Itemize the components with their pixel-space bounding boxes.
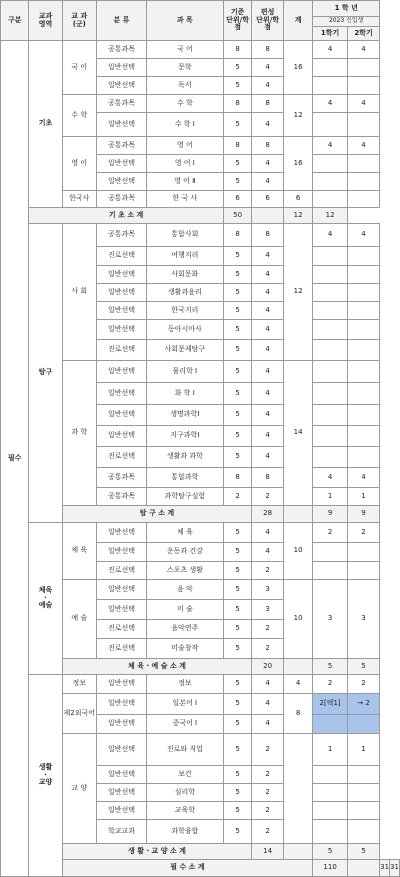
group-total-social: 12 (283, 224, 313, 361)
row-base-units: 5 (223, 562, 252, 580)
row-classification: 공통과목 (97, 95, 147, 113)
row-org-units: 8 (252, 95, 283, 113)
row-classification: 일반선택 (97, 766, 147, 784)
row-sem2: 3 (347, 580, 379, 659)
row-subject: 사회문화 (146, 266, 223, 284)
row-org-units: 4 (252, 523, 283, 543)
row-base-units: 5 (223, 247, 252, 266)
row-classification: 일반선택 (97, 77, 147, 95)
row-sem1 (313, 320, 348, 340)
row-sem1: 4 (313, 224, 348, 247)
row-classification: 일반선택 (97, 600, 147, 620)
subtotal-life-org: 14 (252, 844, 283, 860)
row-subject: 과학탐구실험 (146, 488, 223, 506)
row-org-units: 4 (252, 59, 283, 77)
row-base-units: 5 (223, 173, 252, 191)
subtotal-pe-arts-label: 체 육 · 예 술 소 계 (62, 659, 252, 675)
row-sem2 (347, 284, 379, 302)
row-sem1 (313, 766, 348, 784)
row-subject: 사회문제탐구 (146, 340, 223, 361)
row-sem2 (347, 302, 379, 320)
row-classification: 일반선택 (97, 543, 147, 562)
row-subject: 교육학 (146, 802, 223, 820)
subtotal-pe-arts-org: 20 (252, 659, 283, 675)
row-subject: 통합과학 (146, 468, 223, 488)
row-sem2: 2 (347, 675, 379, 694)
row-subject: 미술창작 (146, 639, 223, 659)
row-subject: 화 학 Ⅰ (146, 383, 223, 405)
row-subject: 한국지리 (146, 302, 223, 320)
row-classification: 공통과목 (97, 468, 147, 488)
group-pe: 체 육 (62, 523, 96, 580)
row-base-units: 5 (223, 405, 252, 426)
row-classification: 일반선택 (97, 302, 147, 320)
group-social: 사 회 (62, 224, 96, 361)
row-base-units: 6 (223, 191, 252, 208)
subtotal-pe-arts-sem2: 5 (347, 659, 379, 675)
group-korean: 국 어 (62, 41, 96, 95)
row-sem2 (347, 247, 379, 266)
row-sem1: 1 (313, 734, 348, 766)
row-sem1 (313, 191, 348, 208)
area-life: 생활 · 교양 (29, 675, 62, 877)
row-org-units: 6 (252, 191, 283, 208)
row-base-units: 5 (223, 694, 252, 715)
group-science: 과 학 (62, 361, 96, 506)
row-sem2 (347, 59, 379, 77)
row-base-units: 5 (223, 766, 252, 784)
row-classification: 진로선택 (97, 340, 147, 361)
row-sem1 (313, 155, 348, 173)
subtotal-basic-total (252, 208, 283, 224)
row-sem2 (347, 266, 379, 284)
row-sem1 (313, 266, 348, 284)
subtotal-inquiry-sem1: 9 (313, 506, 348, 523)
row-classification: 일반선택 (97, 405, 147, 426)
row-subject: 체 육 (146, 523, 223, 543)
row-subject: 생활과 과학 (146, 447, 223, 468)
row-org-units: 2 (252, 562, 283, 580)
header-area: 교과 영역 (29, 1, 62, 41)
row-subject: 진로와 직업 (146, 734, 223, 766)
row-sem2: 2 (347, 523, 379, 543)
row-subject: 여행지리 (146, 247, 223, 266)
row-org-units: 4 (252, 266, 283, 284)
row-sem2 (347, 715, 379, 734)
row-classification: 일반선택 (97, 784, 147, 802)
row-sem1 (313, 784, 348, 802)
row-subject: 운동과 건강 (146, 543, 223, 562)
row-subject: 영 어 Ⅰ (146, 155, 223, 173)
row-sem2 (347, 766, 379, 784)
row-sem2: → 2 (347, 694, 379, 715)
group-culture: 교 양 (62, 734, 96, 844)
row-base-units: 8 (223, 224, 252, 247)
grand-total-sem2: 31 (390, 860, 400, 877)
group-history: 한국사 (62, 191, 96, 208)
row-org-units: 4 (252, 113, 283, 137)
row-sem1 (313, 284, 348, 302)
subtotal-pe-arts-total (283, 659, 313, 675)
row-sem1: 2[택1] (313, 694, 348, 715)
row-subject: 지구과학Ⅰ (146, 426, 223, 447)
row-org-units: 2 (252, 784, 283, 802)
row-base-units: 5 (223, 59, 252, 77)
row-subject: 수 학 (146, 95, 223, 113)
row-classification: 일반선택 (97, 361, 147, 383)
row-sem2 (347, 191, 379, 208)
header-grade-sub: 2023 신입생 (313, 17, 380, 27)
row-subject: 생명과학Ⅰ (146, 405, 223, 426)
subtotal-basic-label: 기 초 소 계 (29, 208, 223, 224)
row-classification: 일반선택 (97, 173, 147, 191)
row-org-units: 4 (252, 715, 283, 734)
group-total-pe: 10 (283, 523, 313, 580)
row-base-units: 5 (223, 361, 252, 383)
row-classification: 진로선택 (97, 562, 147, 580)
group-lang2: 제2외국어 (62, 694, 96, 734)
row-sem1 (313, 77, 348, 95)
row-sem2 (347, 784, 379, 802)
row-classification: 학교교과 (97, 820, 147, 844)
row-sem1 (313, 113, 348, 137)
row-classification: 일반선택 (97, 383, 147, 405)
row-classification: 일반선택 (97, 426, 147, 447)
row-sem2: 4 (347, 137, 379, 155)
row-base-units: 5 (223, 523, 252, 543)
row-sem1 (313, 302, 348, 320)
row-sem2 (347, 447, 379, 468)
header-sem1: 1학기 (313, 27, 348, 41)
header-subject: 과 목 (146, 1, 223, 41)
header-total: 계 (283, 1, 313, 41)
row-subject: 정보 (146, 675, 223, 694)
gubun-label: 필수 (1, 41, 29, 877)
row-classification: 일반선택 (97, 59, 147, 77)
row-base-units: 5 (223, 302, 252, 320)
row-sem1 (313, 715, 348, 734)
row-classification: 진로선택 (97, 247, 147, 266)
row-subject: 동아시아사 (146, 320, 223, 340)
row-classification: 진로선택 (97, 639, 147, 659)
group-math: 수 학 (62, 95, 96, 137)
row-subject: 보건 (146, 766, 223, 784)
group-arts: 예 술 (62, 580, 96, 659)
row-org-units: 4 (252, 302, 283, 320)
header-group: 교 과 (군) (62, 1, 96, 41)
subtotal-pe-arts-sem1: 5 (313, 659, 348, 675)
row-org-units: 4 (252, 447, 283, 468)
group-total-math: 12 (283, 95, 313, 137)
subtotal-basic-sem2: 12 (313, 208, 348, 224)
row-classification: 일반선택 (97, 694, 147, 715)
row-org-units: 4 (252, 173, 283, 191)
row-subject: 스포츠 생활 (146, 562, 223, 580)
row-sem1 (313, 447, 348, 468)
row-org-units: 4 (252, 320, 283, 340)
row-sem1 (313, 405, 348, 426)
subtotal-basic-org: 50 (223, 208, 252, 224)
row-org-units: 4 (252, 543, 283, 562)
row-org-units: 2 (252, 820, 283, 844)
row-classification: 진로선택 (97, 620, 147, 639)
row-sem1: 3 (313, 580, 348, 659)
group-total-english: 16 (283, 137, 313, 191)
row-sem2 (347, 405, 379, 426)
group-english: 영 어 (62, 137, 96, 191)
row-org-units: 8 (252, 137, 283, 155)
row-org-units: 4 (252, 77, 283, 95)
area-pe-arts: 체육 · 예술 (29, 523, 62, 675)
area-inquiry: 탐구 (29, 224, 62, 523)
group-total-history: 6 (283, 191, 313, 208)
row-base-units: 5 (223, 639, 252, 659)
row-sem1 (313, 543, 348, 562)
header-org-units: 편성 단위/학 점 (252, 1, 283, 41)
row-org-units: 4 (252, 284, 283, 302)
subtotal-life-label: 생 활 · 교 양 소 계 (62, 844, 252, 860)
row-sem2 (347, 383, 379, 405)
header-gubun: 구분 (1, 1, 29, 41)
row-sem1: 2 (313, 523, 348, 543)
subtotal-inquiry-total (283, 506, 313, 523)
group-total-info: 4 (283, 675, 313, 694)
row-base-units: 5 (223, 784, 252, 802)
row-sem1: 4 (313, 468, 348, 488)
row-sem2 (347, 543, 379, 562)
header-base-units: 기준 단위/학 점 (223, 1, 252, 41)
row-base-units: 5 (223, 580, 252, 600)
row-classification: 공통과목 (97, 41, 147, 59)
row-org-units: 2 (252, 488, 283, 506)
row-classification: 일반선택 (97, 802, 147, 820)
row-classification: 공통과목 (97, 488, 147, 506)
row-sem1 (313, 247, 348, 266)
row-sem2: 4 (347, 224, 379, 247)
row-base-units: 5 (223, 543, 252, 562)
row-org-units: 4 (252, 675, 283, 694)
subtotal-life-sem2: 5 (347, 844, 379, 860)
group-total-science: 14 (283, 361, 313, 506)
row-base-units: 5 (223, 320, 252, 340)
row-base-units: 5 (223, 426, 252, 447)
row-base-units: 8 (223, 137, 252, 155)
row-sem1: 1 (313, 488, 348, 506)
row-classification: 일반선택 (97, 320, 147, 340)
row-org-units: 4 (252, 426, 283, 447)
row-subject: 음 악 (146, 580, 223, 600)
group-total-korean: 16 (283, 41, 313, 95)
row-subject: 일본어 Ⅰ (146, 694, 223, 715)
row-base-units: 5 (223, 155, 252, 173)
row-base-units: 5 (223, 447, 252, 468)
row-subject: 미 술 (146, 600, 223, 620)
row-org-units: 2 (252, 766, 283, 784)
row-sem2: 4 (347, 468, 379, 488)
row-sem1: 4 (313, 137, 348, 155)
area-basic: 기초 (29, 41, 62, 208)
row-subject: 심리학 (146, 784, 223, 802)
row-base-units: 5 (223, 600, 252, 620)
row-org-units: 3 (252, 580, 283, 600)
row-subject: 물리학 Ⅰ (146, 361, 223, 383)
row-base-units: 5 (223, 340, 252, 361)
row-org-units: 8 (252, 468, 283, 488)
row-classification: 일반선택 (97, 523, 147, 543)
header-grade-title: 1 학 년 (313, 1, 380, 17)
row-classification: 일반선택 (97, 155, 147, 173)
row-sem1 (313, 59, 348, 77)
grand-total-sem1: 31 (380, 860, 390, 877)
subtotal-inquiry-sem2: 9 (347, 506, 379, 523)
row-subject: 영 어 Ⅱ (146, 173, 223, 191)
row-org-units: 8 (252, 224, 283, 247)
row-org-units: 2 (252, 734, 283, 766)
row-base-units: 5 (223, 113, 252, 137)
group-total-lang2: 8 (283, 694, 313, 734)
row-org-units: 2 (252, 639, 283, 659)
row-subject: 독서 (146, 77, 223, 95)
row-classification: 일반선택 (97, 715, 147, 734)
row-sem1 (313, 383, 348, 405)
group-total-culture (283, 734, 313, 844)
row-org-units: 4 (252, 361, 283, 383)
row-sem1 (313, 562, 348, 580)
row-sem1: 4 (313, 95, 348, 113)
row-subject: 영 어 (146, 137, 223, 155)
row-sem2: 4 (347, 41, 379, 59)
row-classification: 진로선택 (97, 447, 147, 468)
row-sem1: 4 (313, 41, 348, 59)
row-base-units: 5 (223, 383, 252, 405)
row-sem2 (347, 320, 379, 340)
row-org-units: 4 (252, 694, 283, 715)
row-subject: 음악연주 (146, 620, 223, 639)
row-subject: 과학융합 (146, 820, 223, 844)
row-base-units: 5 (223, 266, 252, 284)
row-base-units: 5 (223, 802, 252, 820)
row-sem2 (347, 562, 379, 580)
row-sem2 (347, 426, 379, 447)
row-sem1 (313, 820, 348, 844)
row-sem1 (313, 173, 348, 191)
grand-total-total (347, 860, 379, 877)
row-sem1 (313, 361, 348, 383)
row-classification: 일반선택 (97, 675, 147, 694)
row-sem1 (313, 426, 348, 447)
row-org-units: 4 (252, 247, 283, 266)
row-sem2 (347, 173, 379, 191)
row-org-units: 4 (252, 155, 283, 173)
group-info: 정보 (62, 675, 96, 694)
row-org-units: 2 (252, 802, 283, 820)
row-base-units: 5 (223, 675, 252, 694)
row-org-units: 4 (252, 383, 283, 405)
group-total-arts: 10 (283, 580, 313, 659)
row-org-units: 4 (252, 405, 283, 426)
row-sem1: 2 (313, 675, 348, 694)
row-org-units: 2 (252, 620, 283, 639)
row-base-units: 5 (223, 820, 252, 844)
row-subject: 국 어 (146, 41, 223, 59)
row-sem2 (347, 361, 379, 383)
row-sem1 (313, 802, 348, 820)
row-classification: 공통과목 (97, 224, 147, 247)
row-subject: 수 학 Ⅰ (146, 113, 223, 137)
row-org-units: 4 (252, 340, 283, 361)
grand-total-org: 110 (313, 860, 348, 877)
row-sem1 (313, 340, 348, 361)
row-base-units: 8 (223, 41, 252, 59)
row-base-units: 5 (223, 734, 252, 766)
row-base-units: 8 (223, 468, 252, 488)
row-org-units: 3 (252, 600, 283, 620)
row-subject: 생활과윤리 (146, 284, 223, 302)
row-subject: 통합사회 (146, 224, 223, 247)
row-classification: 일반선택 (97, 284, 147, 302)
subtotal-life-sem1: 5 (313, 844, 348, 860)
row-classification: 일반선택 (97, 266, 147, 284)
row-sem2: 4 (347, 95, 379, 113)
row-classification: 일반선택 (97, 113, 147, 137)
row-base-units: 2 (223, 488, 252, 506)
header-sem2: 2학기 (347, 27, 379, 41)
row-base-units: 5 (223, 284, 252, 302)
subtotal-life-total (283, 844, 313, 860)
row-sem2: 1 (347, 488, 379, 506)
row-base-units: 5 (223, 715, 252, 734)
row-sem2 (347, 802, 379, 820)
row-classification: 일반선택 (97, 734, 147, 766)
header-classification: 분 류 (97, 1, 147, 41)
row-base-units: 8 (223, 95, 252, 113)
subtotal-basic-sem1: 12 (283, 208, 313, 224)
row-classification: 일반선택 (97, 580, 147, 600)
subtotal-inquiry-org: 28 (252, 506, 283, 523)
row-subject: 중국어 Ⅰ (146, 715, 223, 734)
grand-total-label: 필 수 소 계 (62, 860, 313, 877)
row-subject: 문학 (146, 59, 223, 77)
row-base-units: 5 (223, 620, 252, 639)
row-org-units: 8 (252, 41, 283, 59)
row-sem2 (347, 340, 379, 361)
row-classification: 공통과목 (97, 137, 147, 155)
row-sem2 (347, 155, 379, 173)
row-sem2 (347, 77, 379, 95)
row-base-units: 5 (223, 77, 252, 95)
row-classification: 공통과목 (97, 191, 147, 208)
row-sem2 (347, 820, 379, 844)
subtotal-inquiry-label: 탐 구 소 계 (62, 506, 252, 523)
row-subject: 한 국 사 (146, 191, 223, 208)
row-sem2 (347, 113, 379, 137)
row-sem2: 1 (347, 734, 379, 766)
